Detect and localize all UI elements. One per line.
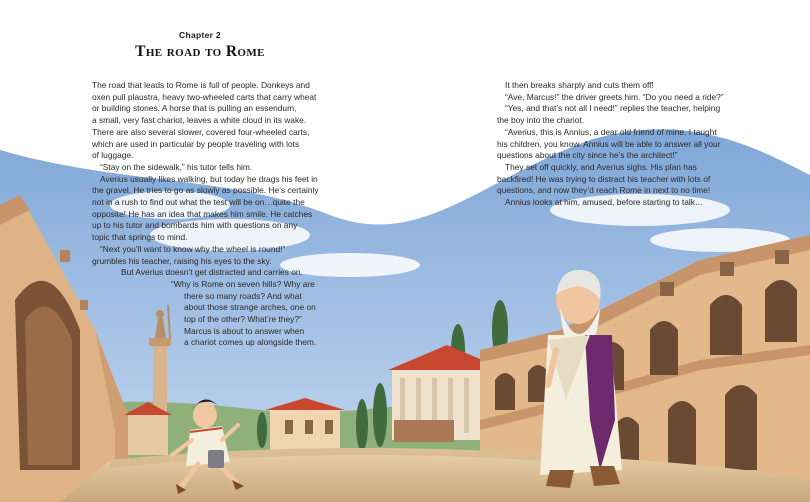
- text-line: which are used in particular by people traveling with lots: [92, 138, 300, 149]
- text-line: the gravel. He tries to go as slowly as possible. He’s certainly: [92, 185, 319, 196]
- right-text-column: [497, 80, 724, 209]
- text-line: “Yes, and that’s not all I need!” replies the teacher, helping: [505, 103, 721, 114]
- text-line: there so many roads? And what: [184, 290, 302, 301]
- text-line: his children, you know. Annius will be able to answer all your: [497, 138, 721, 149]
- text-line: There are also several slower, covered four-wheeled carts,: [92, 126, 310, 137]
- text-line: opposite! He has an idea that makes him smile. He catches: [92, 208, 313, 219]
- text-line: Annius looks at him, amused, before starting to talk…: [505, 197, 704, 208]
- left-text-column: [92, 80, 319, 349]
- text-line: “Ave, Marcus!” the driver greets him. “Do you need a ride?”: [505, 91, 724, 102]
- text-line: It then breaks sharply and cuts them off!: [505, 80, 654, 90]
- text-line: “Why is Rome on seven hills? Why are: [171, 278, 315, 289]
- text-line: Averius usually likes walking, but today he drags his feet in: [100, 173, 318, 184]
- text-line: not in a rush to find out what the test will be on…quite the: [92, 197, 305, 208]
- text-line: or building stones. A horse that is pulling an essendum,: [92, 103, 297, 114]
- text-line: The road that leads to Rome is full of people. Donkeys and: [92, 80, 310, 90]
- text-line: “Averius, this is Annius, a dear old friend of mine. I taught: [505, 126, 717, 137]
- text-line: top of the other? What’re they?”: [184, 314, 302, 325]
- text-line: They set off quickly, and Averius sighs. His plan has: [505, 161, 697, 172]
- text-line: the boy into the chariot.: [497, 115, 585, 126]
- chapter-label: Chapter 2: [179, 30, 221, 40]
- text-line: of luggage.: [92, 150, 134, 161]
- text-line: Marcus is about to answer when: [184, 325, 305, 336]
- chapter-title: The road to Rome: [135, 43, 265, 60]
- text-line: a chariot comes up alongside them.: [184, 337, 317, 348]
- text-line: up to his tutor and bombards him with questions on any: [92, 220, 298, 231]
- text-line: oxen pull plaustra, heavy two-wheeled carts that carry wheat: [92, 91, 317, 102]
- text-line: grumbles his teacher, raising his eyes to the sky.: [92, 255, 272, 266]
- text-line: “Next you’ll want to know why the wheel is round!”: [100, 243, 286, 254]
- text-line: topic that springs to mind.: [92, 232, 188, 243]
- text-line: But Averius doesn’t get distracted and carries on.: [121, 267, 303, 278]
- text-line: questions, and now they’d reach Rome in next to no time!: [497, 185, 711, 196]
- text-line: a small, very fast chariot, leaves a white cloud in its wake.: [92, 115, 307, 126]
- text-line: about those strange arches, one on: [184, 302, 316, 313]
- text-line: questions about the city since he’s the architect!”: [497, 150, 678, 161]
- text-line: backfired! He was trying to distract his teacher with lots of: [497, 173, 711, 184]
- text-line: “Stay on the sidewalk,” his tutor tells him.: [100, 161, 253, 172]
